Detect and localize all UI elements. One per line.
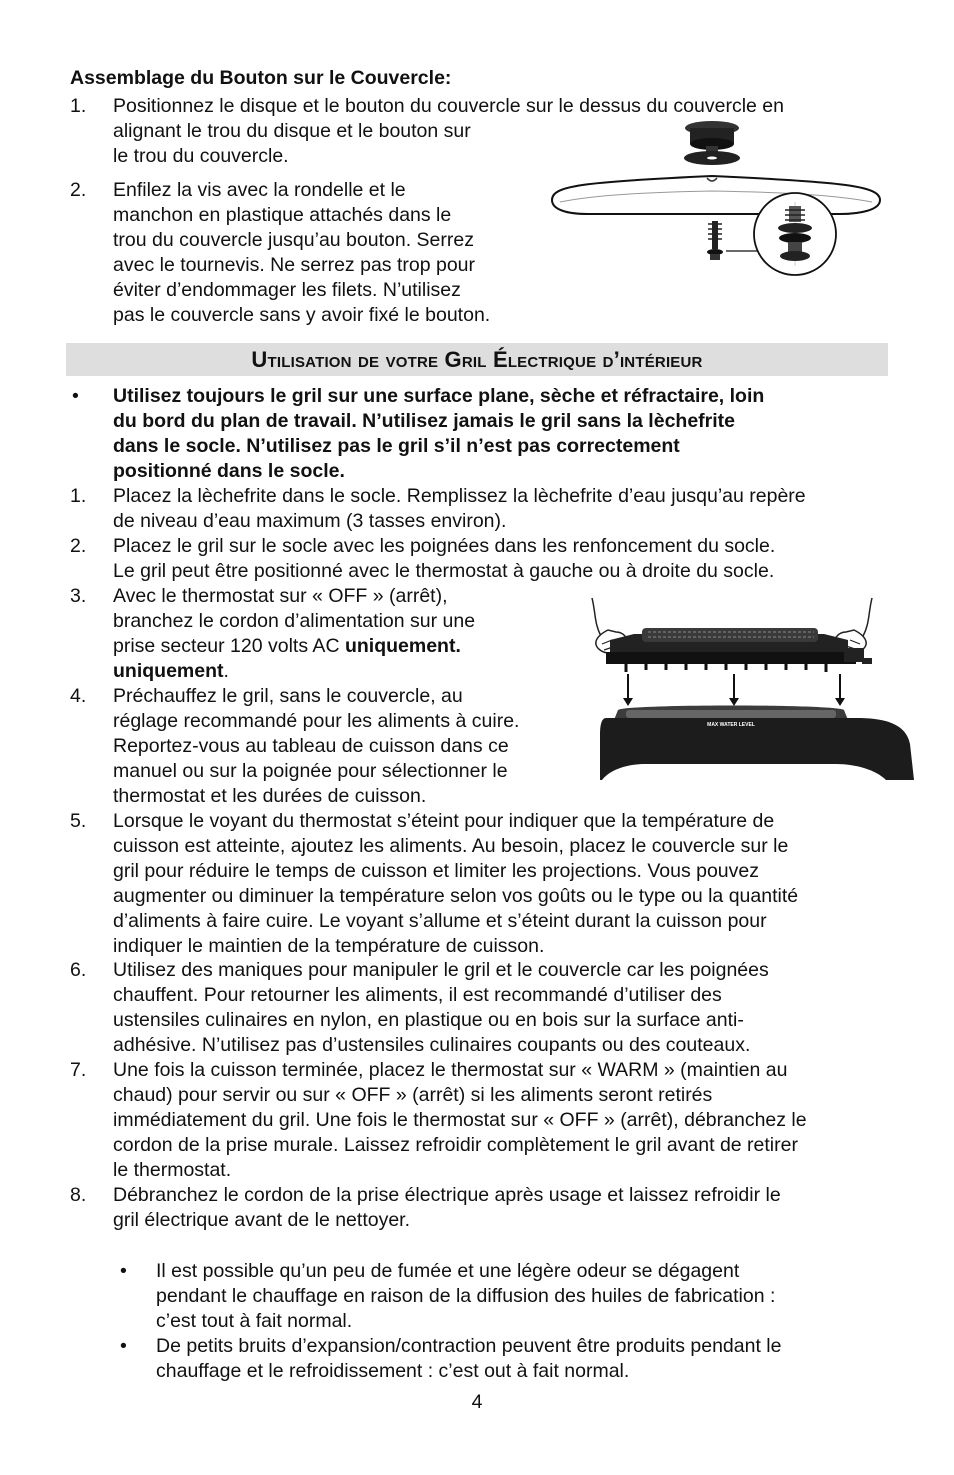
step-line: éviter d’endommager les filets. N’utilisez (113, 279, 461, 301)
step-text-bold: uniquement (113, 660, 224, 682)
warning-line: du bord du plan de travail. N’utilisez jamais le gril sans la lèchefrite (113, 410, 736, 432)
step-line: Placez la lèchefrite dans le socle. Remplissez la lèchefrite d’eau jusqu’au repère (113, 485, 806, 507)
bullet-mark: • (120, 1260, 127, 1282)
step-line: Débranchez le cordon de la prise électrique après usage et laissez refroidir le (113, 1184, 781, 1206)
grill-illustration (586, 594, 948, 790)
step-line: trou du couvercle jusqu’au bouton. Serrez (113, 229, 474, 251)
step-line (113, 659, 553, 684)
bullet-mark: • (72, 385, 79, 407)
step-number: 3. (70, 585, 87, 607)
note-line: chauffage et le refroidissement : c’est out à fait normal. (156, 1360, 630, 1382)
step-text-bold: uniquement. (344, 635, 461, 657)
step-line: augmenter ou diminuer la température selon vos goûts ou le type ou la quantité (113, 885, 799, 907)
step-number: 4. (70, 685, 87, 707)
step-line: Une fois la cuisson terminée, placez le thermostat sur « WARM » (maintien au (113, 1059, 788, 1081)
step-line (113, 634, 553, 659)
step-line: pas le couvercle sans y avoir fixé le bouton. (113, 304, 491, 326)
step-line: immédiatement du gril. Une fois le thermostat sur « OFF » (arrêt), débranchez le (113, 1109, 807, 1131)
step-line: Enfilez la vis avec la rondelle et le (113, 179, 406, 201)
step-line: chauffent. Pour retourner les aliments, il est recommandé d’utiliser des (113, 984, 722, 1006)
section-title: Utilisation de votre Gril Électrique d’intérieur (251, 347, 703, 372)
bullet-mark: • (120, 1335, 127, 1357)
step-text: prise secteur 120 volts AC (113, 635, 345, 657)
note-line: Il est possible qu’un peu de fumée et une légère odeur se dégagent (156, 1260, 740, 1282)
warning-line: dans le socle. N’utilisez pas le gril s’il n’est pas correctement (113, 435, 680, 457)
step-line: alignant le trou du disque et le bouton sur (113, 120, 471, 142)
step-number: 7. (70, 1059, 87, 1081)
note-line: De petits bruits d’expansion/contraction peuvent être produits pendant le (156, 1335, 782, 1357)
step-line: avec le tournevis. Ne serrez pas trop pour (113, 254, 476, 276)
step-line: réglage recommandé pour les aliments à cuire. (113, 710, 520, 732)
step-line: indiquer le maintien de la température de cuisson. (113, 935, 545, 957)
step-line: gril pour réduire le temps de cuisson et limiter les projections. Vous pouvez (113, 860, 759, 882)
page-number: 4 (471, 1391, 483, 1413)
step-number: 2. (70, 535, 87, 557)
step-line: Utilisez des maniques pour manipuler le gril et le couvercle car les poignées (113, 959, 769, 981)
warning-line: Utilisez toujours le gril sur une surface plane, sèche et réfractaire, loin (113, 385, 765, 407)
warning-line: positionné dans le socle. (113, 460, 345, 482)
step-line: ustensiles culinaires en nylon, en plastique ou en bois sur la surface anti- (113, 1009, 744, 1031)
step-number: 1. (70, 95, 87, 117)
step-number: 6. (70, 959, 87, 981)
note-line: pendant le chauffage en raison de la diffusion des huiles de fabrication : (156, 1285, 776, 1307)
section-banner (66, 343, 888, 376)
step-line: le thermostat. (113, 1159, 232, 1181)
step-line: Reportez-vous au tableau de cuisson dans ce (113, 735, 509, 757)
step-line: manchon en plastique attachés dans le (113, 204, 452, 226)
step-number: 5. (70, 810, 87, 832)
step-line: le trou du couvercle. (113, 145, 289, 167)
step-line: branchez le cordon d’alimentation sur une (113, 610, 476, 632)
step-line: thermostat et les durées de cuisson. (113, 785, 427, 807)
note-line: c’est tout à fait normal. (156, 1310, 353, 1332)
step-line: gril électrique avant de le nettoyer. (113, 1209, 411, 1231)
step-line: Avec le thermostat sur « OFF » (arrêt), (113, 585, 448, 607)
step-line: cuisson est atteinte, ajoutez les aliments. Au besoin, placez le couvercle sur le (113, 835, 789, 857)
step-line: d’aliments à faire cuire. Le voyant s’allume et s’éteint durant la cuisson pour (113, 910, 767, 932)
step-line: chaud) pour servir ou sur « OFF » (arrêt) si les aliments seront retirés (113, 1084, 713, 1106)
step-line: manuel ou sur la poignée pour sélectionner le (113, 760, 508, 782)
step-number: 1. (70, 485, 87, 507)
step-number: 8. (70, 1184, 87, 1206)
step-line: Le gril peut être positionné avec le thermostat à gauche ou à droite du socle. (113, 560, 775, 582)
step-number: 2. (70, 179, 87, 201)
step-line: cordon de la prise murale. Laissez refroidir complètement le gril avant de retirer (113, 1134, 798, 1156)
step-line: Positionnez le disque et le bouton du couvercle sur le dessus du couvercle en (113, 95, 784, 117)
step-text: . (223, 660, 229, 682)
step-line: Préchauffez le gril, sans le couvercle, au (113, 685, 463, 707)
max-water-level-label: MAX WATER LEVEL (707, 722, 755, 728)
step-line: adhésive. N’utilisez pas d’ustensiles culinaires coupants ou des couteaux. (113, 1034, 751, 1056)
step-line: Lorsque le voyant du thermostat s’éteint pour indiquer que la température de (113, 810, 775, 832)
lid-knob-illustration (540, 116, 890, 286)
step-line: Placez le gril sur le socle avec les poignées dans les renfoncement du socle. (113, 535, 776, 557)
assembly-title: Assemblage du Bouton sur le Couvercle: (70, 67, 452, 89)
step-line: de niveau d’eau maximum (3 tasses environ). (113, 510, 507, 532)
